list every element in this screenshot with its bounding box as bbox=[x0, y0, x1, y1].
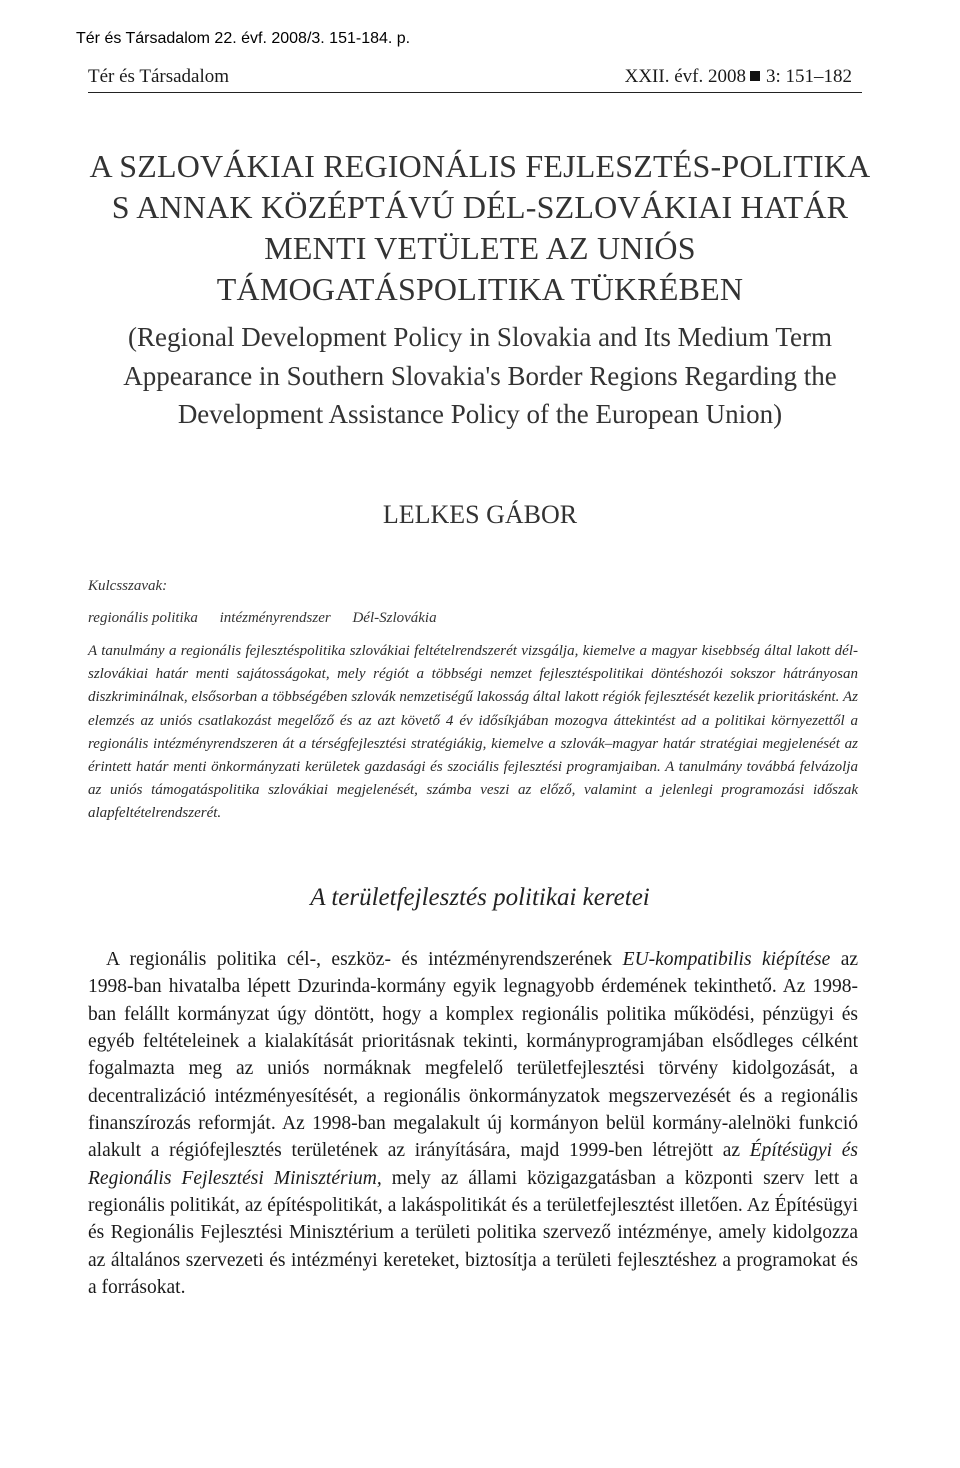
volume-year: XXII. évf. 2008 bbox=[624, 66, 746, 87]
keyword-item: regionális politika bbox=[88, 610, 198, 626]
body-emphasis: Építésügyi és Regionális Fejlesztési Minisztérium, bbox=[88, 1140, 859, 1189]
keywords-list bbox=[88, 610, 455, 627]
keyword-item: Dél-Szlovákia bbox=[352, 610, 437, 626]
running-head bbox=[88, 64, 862, 93]
page-range: 3: 151–182 bbox=[765, 66, 852, 87]
issue-info bbox=[625, 66, 852, 88]
journal-name: Tér és Társadalom bbox=[88, 66, 230, 87]
abstract: A tanulmány a regionális fejlesztéspolitika szlovákiai feltételrendszerét vizsgálja, kiemelve a magyar kisebbség által lakott dél-szlovákiai határ menti sajátosságokat, mely régiót a többségi nemzet fejlesztéspolitikai döntéshozói sokszor hátrányosan diszkriminálnak, elsősorban a többségében szlovák nemzetiségű lakosság által lakott régiók fejlesztését kezelik prioritásként. Az elemzés az uniós csatlakozást megelőző és az azt követő 4 év idősíkjában mozogva áttekintést ad a politikai környezettől a regionális intézményrendszeren át a térségfejlesztési stratégiákig, kiemelve a szlovák–magyar határ stratégiai megjelenését az érintett határ menti önkormányzati kerületek gazdasági és szociális fejlesztési programjaiban. A tanulmány továbbá felvázolja az uniós támogatáspolitika szlovákiai megjelenését, számba veszi az előző, valamint a jelenlegi programozási időszak alapfeltételrendszerét. bbox=[88, 643, 858, 822]
body-text-segment: mely az állami közigazgatásban a központi szerv lett a regionális politikát, az építéspolitikát, a lakáspolitikát és a területfejlesztést illetően. Az Építésügyi és Regionális Fejlesztési Minisztérium a területi politika szervező intézménye, amely kidolgozza az általános szervezeti és intézményi kereteket, biztosítja a területi fejlesztéshez a programokat és a forrásokat. bbox=[88, 1167, 858, 1299]
body-text-segment: az 1998-ban hivatalba lépett Dzurinda-kormány egyik legnagyobb érdemének tekinthető. Az 1998-ban felállt kormányzat úgy döntött, hogy a komplex regionális politika működési, pénzügyi és egyéb feltételeinek a kialakítását prioritásnak tekinti, kormányprogramjában elsődleges célként fogalmazta meg az uniós normáknak megfelelő területfejlesztési törvény kidolgozását, a decentralizáció intézményesítését, a regionális önkormányzatok megszervezését és a regionális finanszírozás reformját. Az 1998-ban megalakult új kormányon belül kormány-alelnöki funkció alakult a régiófejlesztés területének az irányítására, majd 1999-ben létrejött az bbox=[88, 949, 859, 1162]
body-paragraph bbox=[88, 946, 858, 1301]
english-subtitle: (Regional Development Policy in Slovakia and Its Medium Term Appearance in Southern Slovakia's Border Regions Regarding the Development Assistance Policy of the European Union) bbox=[123, 322, 837, 429]
square-bullet-icon bbox=[750, 71, 760, 81]
section-heading: A területfejlesztés politikai keretei bbox=[310, 884, 650, 911]
citation-line: Tér és Társadalom 22. évf. 2008/3. 151-184. p. bbox=[76, 30, 411, 47]
keywords-label: Kulcsszavak: bbox=[88, 578, 168, 594]
article-title: A SZLOVÁKIAI REGIONÁLIS FEJLESZTÉS-POLITIKA S ANNAK KÖZÉPTÁVÚ DÉL-SZLOVÁKIAI HATÁR MENTI VETÜLETE AZ UNIÓS TÁMOGATÁSPOLITIKA TÜKRÉBEN bbox=[89, 148, 871, 307]
body-text-segment: A regionális politika cél-, eszköz- és intézményrendszerének bbox=[106, 949, 613, 970]
author-name: LELKES GÁBOR bbox=[382, 500, 578, 529]
body-emphasis: EU-kompatibilis kiépítése bbox=[622, 949, 831, 970]
keyword-item: intézményrendszer bbox=[219, 610, 331, 626]
